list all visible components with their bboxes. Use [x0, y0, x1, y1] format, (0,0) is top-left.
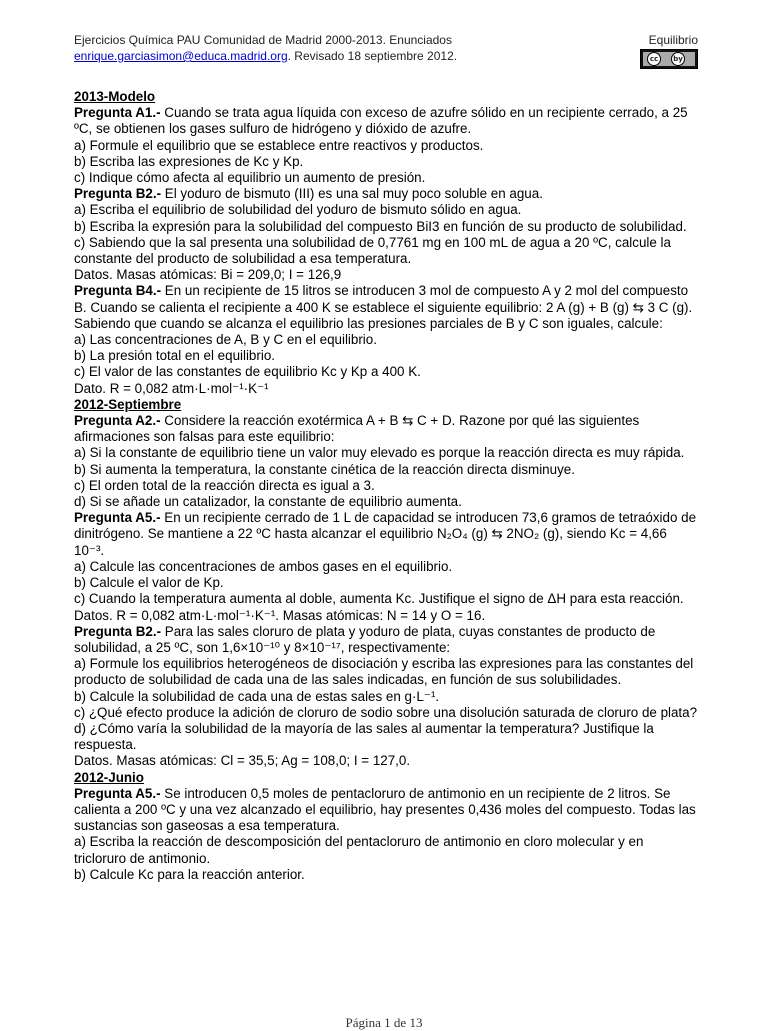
question-part: Datos. Masas atómicas: Bi = 209,0; I = 126,9 — [74, 267, 342, 283]
page-header — [74, 32, 698, 64]
question-part: a) Las concentraciones de A, B y C en el equilibrio. — [74, 332, 377, 348]
question-statement — [74, 510, 698, 559]
question-part: a) Calcule las concentraciones de ambos gases en el equilibrio. — [74, 558, 453, 574]
question-part: b) Calcule la solubilidad de cada una de estas sales en g·L⁻¹. — [74, 688, 440, 704]
question-part: Datos. Masas atómicas: Cl = 35,5; Ag = 108,0; I = 127,0. — [74, 753, 411, 769]
revision-text: . Revisado 18 septiembre 2012. — [287, 49, 458, 63]
question-text: Considere la reacción exotérmica A + B ⇆ C + D. Razone por qué las siguientes afirmaciones son falsas para este equilibrio: — [74, 413, 640, 445]
question-part: a) Formule el equilibrio que se establece entre reactivos y productos. — [74, 137, 484, 153]
question-part: c) Cuando la temperatura aumenta al doble, aumenta Kc. Justifique el signo de ΔH para esta reacción. — [74, 591, 684, 607]
by-attribution-icon: by — [671, 52, 685, 66]
question-text: Se introducen 0,5 moles de pentacloruro de antimonio en un recipiente de 2 litros. Se calienta a 200 ºC y una vez alcanzado el equilibrio, hay presentes 0,436 moles del compuesto. Todas las sustancias son gaseosas a esa temperatura. — [74, 785, 696, 834]
question-text: Cuando se trata agua líquida con exceso de azufre sólido en un recipiente cerrado, a 25 ºC, se obtienen los gases sulfuro de hidrógeno y dióxido de azufre. — [74, 105, 688, 137]
question-label: Pregunta A5.- — [74, 510, 161, 526]
cc-icon: cc — [647, 52, 661, 66]
question-label: Pregunta B4.- — [74, 283, 162, 299]
question-part: a) Formule los equilibrios heterogéneos de disociación y escriba las expresiones para las constantes del producto de solubilidad de cada una de las sales indicadas, en función de sus solubilidades. — [74, 656, 694, 688]
question-text: El yoduro de bismuto (III) es una sal muy poco soluble en agua. — [161, 186, 543, 202]
question-text: En un recipiente de 15 litros se introducen 3 mol de compuesto A y 2 mol del compuesto B. Cuando se calienta el recipiente a 400 K se establece el siguiente equilibrio: 2 A (g) + B (g) ⇆ 3 C (g). Sabiendo que cuando se alcanza el equilibrio las presiones parciales de B y C son iguales, calcule: — [74, 283, 693, 331]
question-part: b) Escriba las expresiones de Kc y Kp. — [74, 153, 304, 169]
question-text: Para las sales cloruro de plata y yoduro de plata, cuyas constantes de producto de solubilidad, a 25 ºC, son 1,6×10⁻¹⁰ y 8×10⁻¹⁷, respectivamente: — [74, 623, 656, 655]
question-statement — [74, 105, 698, 137]
header-contact-line — [74, 48, 698, 64]
question-part: a) Si la constante de equilibrio tiene un valor muy elevado es porque la reacción directa es muy rápida. — [74, 445, 685, 461]
question-part: c) ¿Qué efecto produce la adición de cloruro de sodio sobre una disolución saturada de cloruro de plata? — [74, 704, 698, 720]
question-label: Pregunta A5.- — [74, 785, 161, 801]
question-part: c) El valor de las constantes de equilibrio Kc y Kp a 400 K. — [74, 364, 421, 380]
question-label: Pregunta A1.- — [74, 105, 161, 121]
question-part: b) Calcule el valor de Kp. — [74, 575, 224, 591]
question-part: b) Si aumenta la temperatura, la constante cinética de la reacción directa disminuye. — [74, 461, 575, 477]
question-part: Datos. R = 0,082 atm·L·mol⁻¹·K⁻¹. Masas atómicas: N = 14 y O = 16. — [74, 607, 486, 623]
question-label: Pregunta B2.- — [74, 623, 162, 639]
question-part: Dato. R = 0,082 atm·L·mol⁻¹·K⁻¹ — [74, 380, 269, 396]
exercise-list — [74, 89, 698, 883]
author-email-link[interactable]: enrique.garciasimon@educa.madrid.org — [74, 49, 288, 63]
question-part: b) La presión total en el equilibrio. — [74, 348, 275, 364]
question-label: Pregunta B2.- — [74, 186, 162, 202]
page-number: Página 1 de 13 — [345, 1015, 423, 1030]
question-statement — [74, 413, 698, 445]
section-heading: 2013-Modelo — [74, 89, 156, 104]
question-label: Pregunta A2.- — [74, 413, 161, 429]
question-statement — [74, 186, 698, 202]
question-part: c) Indique cómo afecta al equilibrio un aumento de presión. — [74, 170, 426, 186]
topic-label: Equilibrio — [648, 33, 698, 47]
question-statement — [74, 624, 698, 656]
question-part: d) Si se añade un catalizador, la constante de equilibrio aumenta. — [74, 494, 462, 510]
question-part: c) Sabiendo que la sal presenta una solubilidad de 0,7761 mg en 100 mL de agua a 20 ºC, calcule la constante del producto de solubilidad a esa temperatura. — [74, 234, 671, 267]
header-title: Ejercicios Química PAU Comunidad de Madrid 2000-2013. Enunciados — [74, 33, 452, 47]
question-part: b) Escriba la expresión para la solubilidad del compuesto BiI3 en función de su producto de solubilidad. — [74, 218, 687, 234]
question-part: a) Escriba el equilibrio de solubilidad del yoduro de bismuto sólido en agua. — [74, 202, 522, 218]
section-heading: 2012-Junio — [74, 769, 144, 785]
question-statement — [74, 786, 698, 835]
question-part: c) El orden total de la reacción directa es igual a 3. — [74, 477, 375, 493]
creative-commons-license-icon[interactable] — [640, 49, 698, 69]
question-part: b) Calcule Kc para la reacción anterior. — [74, 866, 305, 882]
section-heading: 2012-Septiembre — [74, 396, 182, 412]
question-statement — [74, 283, 698, 332]
question-part: d) ¿Cómo varía la solubilidad de la mayoría de las sales al aumentar la temperatura? Justifique la respuesta. — [74, 720, 654, 753]
question-part: a) Escriba la reacción de descomposición del pentacloruro de antimonio en cloro molecular y en tricloruro de antimonio. — [74, 834, 644, 866]
question-text: En un recipiente cerrado de 1 L de capacidad se introducen 73,6 gramos de tetraóxido de dinitrógeno. Se mantiene a 22 ºC hasta alcanzar el equilibrio N₂O₄ (g) ⇆ 2NO₂ (g), siendo Kc = 4,66 10⁻³. — [74, 510, 697, 558]
